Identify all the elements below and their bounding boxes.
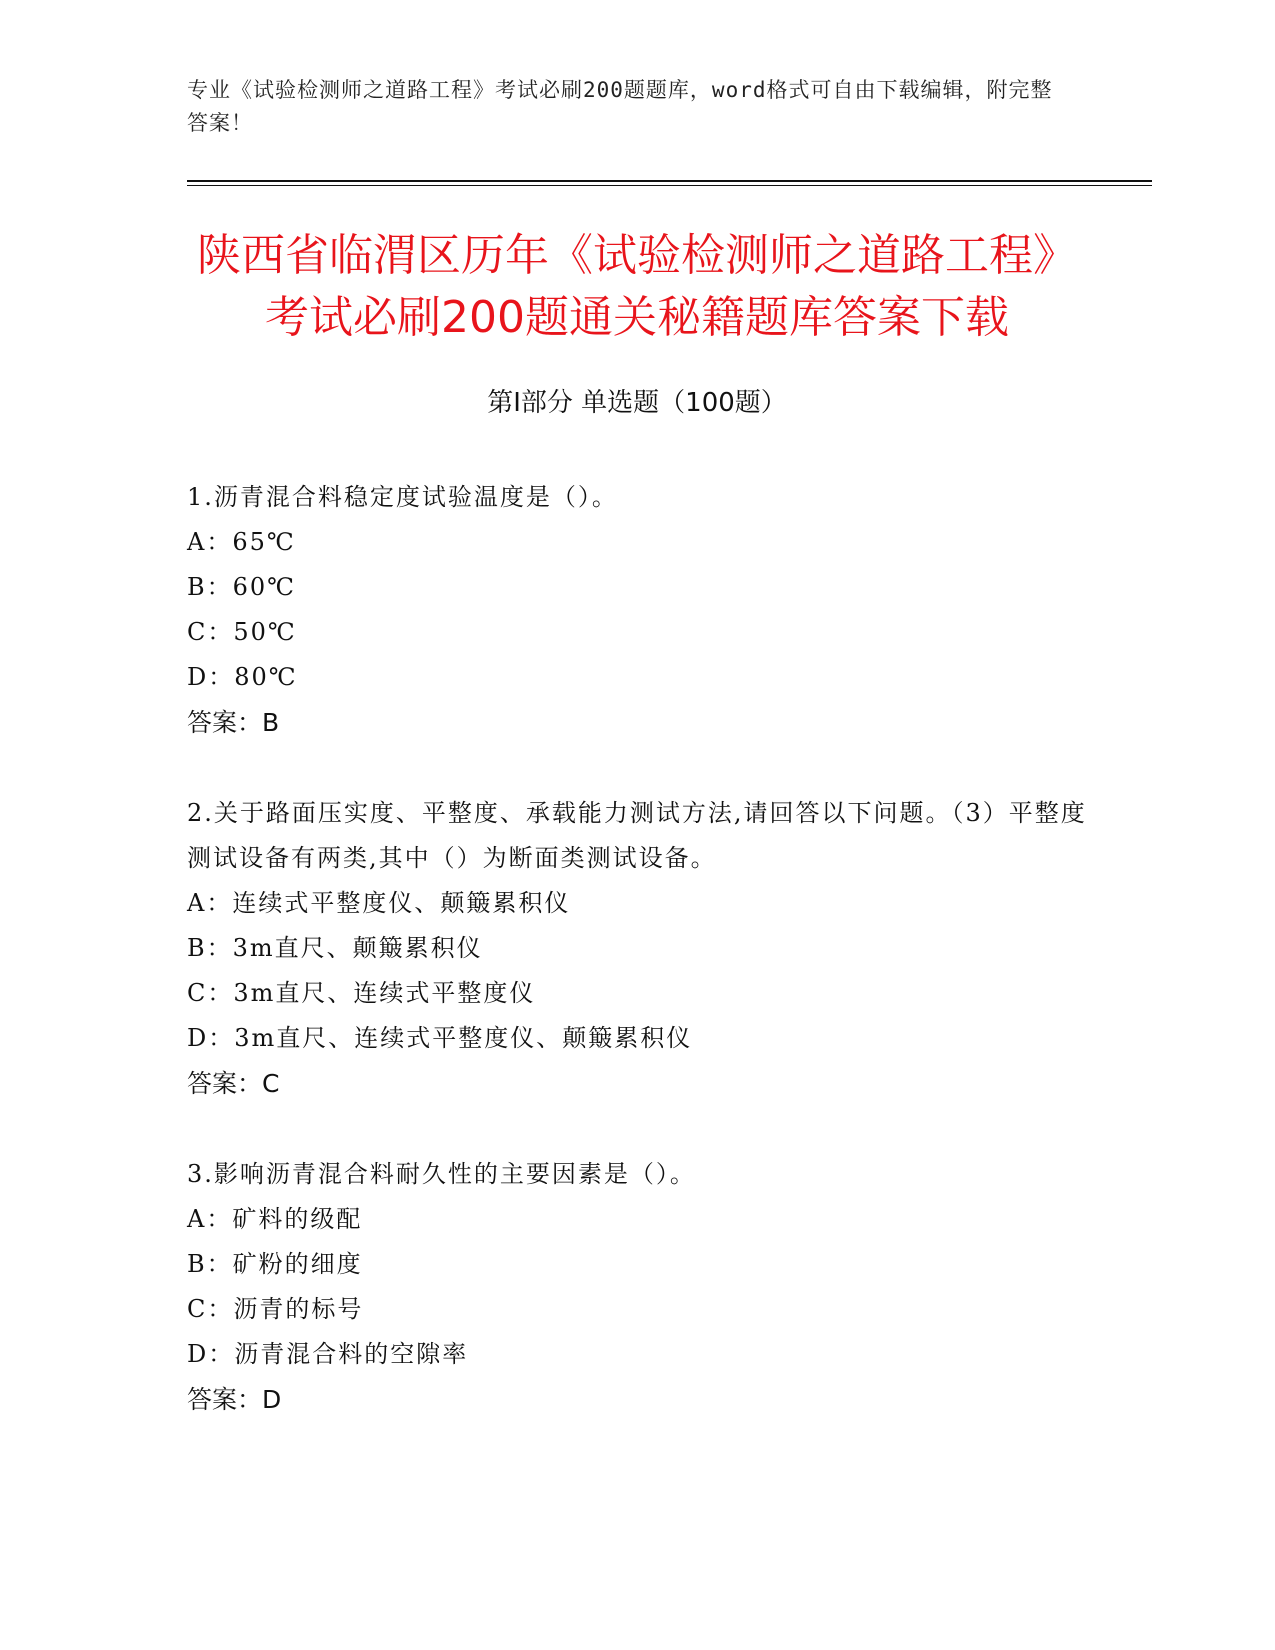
option-c: C：3m直尺、连续式平整度仪: [187, 979, 536, 1007]
header-divider-thin: [187, 185, 1152, 186]
option-d: D：沥青混合料的空隙率: [187, 1340, 469, 1368]
option-b: B：3m直尺、颠簸累积仪: [187, 934, 483, 962]
option-d: D：3m直尺、连续式平整度仪、颠簸累积仪: [187, 1024, 693, 1052]
option-a: A：连续式平整度仪、颠簸累积仪: [187, 889, 571, 917]
question-stem: 3.影响沥青混合料耐久性的主要因素是（）。: [187, 1160, 696, 1188]
option-a: A：65℃: [187, 528, 296, 556]
question-stem: 2.关于路面压实度、平整度、承载能力测试方法,请回答以下问题。（3）平整度测试设备有两类,其中（）为断面类测试设备。: [187, 799, 1087, 872]
answer: 答案：C: [187, 1069, 280, 1098]
option-b: B：60℃: [187, 573, 297, 601]
header-note: 专业《试验检测师之道路工程》考试必刷200题题库，word格式可自由下载编辑，附完整答案！: [187, 78, 1053, 135]
question-stem: 1.沥青混合料稳定度试验温度是（）。: [187, 483, 618, 511]
option-a: A：矿料的级配: [187, 1205, 363, 1233]
option-b: B：矿粉的细度: [187, 1250, 363, 1278]
question-2: [187, 791, 1087, 1106]
option-c: C：沥青的标号: [187, 1295, 364, 1323]
section-title: 第I部分 单选题（100题）: [487, 388, 787, 418]
option-c: C：50℃: [187, 618, 297, 646]
document-title: 陕西省临渭区历年《试验检测师之道路工程》考试必刷200题通关秘籍题库答案下载: [197, 230, 1077, 343]
option-d: D：80℃: [187, 663, 298, 691]
answer: 答案：D: [187, 1385, 282, 1414]
answer: 答案：B: [187, 708, 280, 737]
header-divider-thick: [187, 180, 1152, 182]
question-1: [187, 475, 1087, 745]
question-3: [187, 1152, 1087, 1422]
question-list: [187, 475, 1087, 1468]
